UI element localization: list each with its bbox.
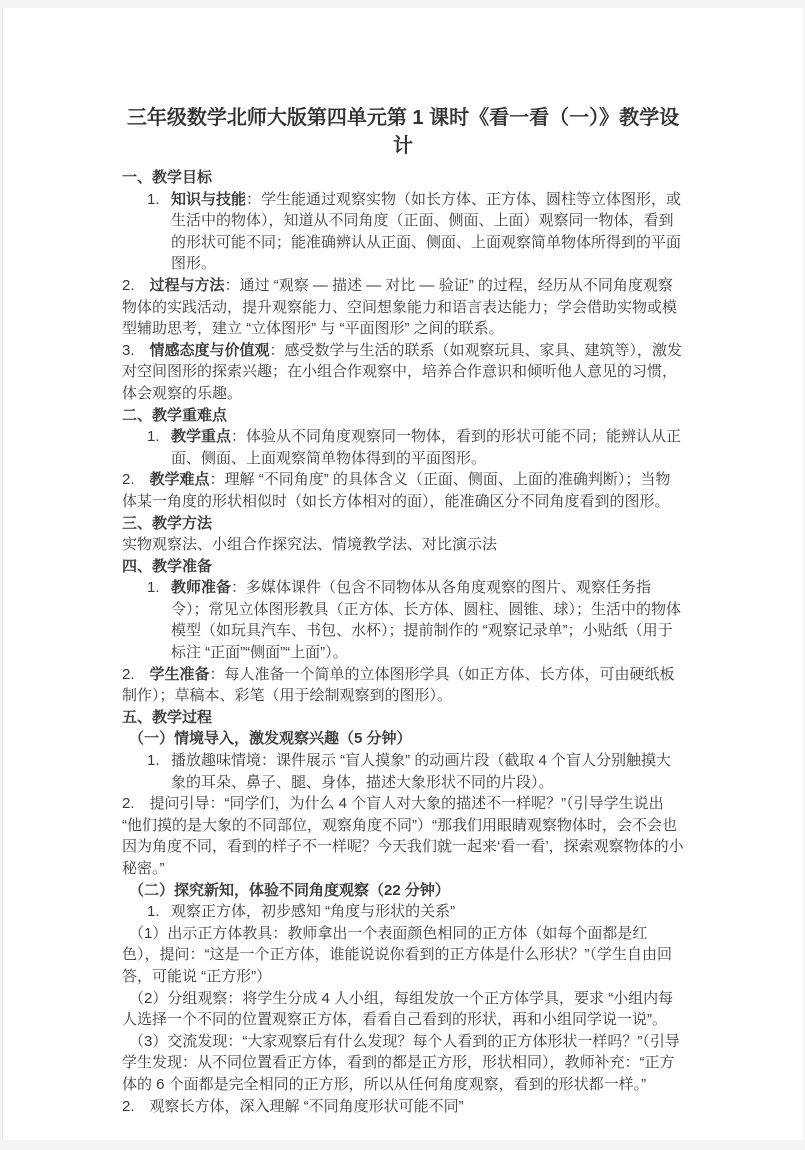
text: ：多媒体课件（包含不同物体从各角度观察的图片、观察任务指令）；常见立体图形教具（正方体、长方体、圆柱、圆锥、球）；生活中的物体模型（如玩具汽车、书包、水杯）；提前制作的 “观察记录单”；小贴纸（用于标注 “正面”“侧面”“上面”）。: [171, 579, 682, 662]
document-page: [2, 8, 803, 1140]
list-item: [122, 901, 684, 923]
paragraph: [122, 534, 684, 556]
sub-section-heading: [122, 728, 684, 750]
section-heading: [122, 556, 684, 578]
text: 2.: [122, 471, 150, 489]
list-item: [122, 426, 684, 469]
list-marker: 1.: [147, 903, 160, 921]
bold-text: 过程与方法: [149, 276, 225, 294]
list-item: [122, 189, 684, 275]
bold-text: 一、教学目标: [122, 169, 213, 186]
section-heading: [122, 167, 684, 189]
sub-section-heading: [122, 880, 684, 902]
paragraph: [122, 793, 684, 879]
paragraph: [122, 988, 684, 1031]
section-heading: [122, 405, 684, 427]
bold-text: 教学难点: [149, 471, 210, 489]
text: 3.: [122, 341, 150, 359]
paragraph: [122, 1031, 684, 1096]
bold-text: 四、教学准备: [122, 557, 213, 575]
list-marker: 1.: [147, 752, 160, 770]
bold-text: 三、教学方法: [122, 514, 213, 532]
bold-text: 教师准备: [171, 579, 232, 597]
paragraph: [122, 1096, 684, 1118]
bold-text: 五、教学过程: [122, 708, 213, 726]
paragraph: [122, 340, 684, 405]
section-heading: [122, 707, 684, 729]
text: （2）分组观察：将学生分成 4 人小组，每组发放一个正方体学具，要求 “小组内每人选择一个不同的位置观察正方体，看看自己看到的形状，再和小组同学说一说”。: [122, 989, 674, 1029]
text: ：感受数学与生活的联系（如观察玩具、家具、建筑等），激发对空间图形的探索兴趣；在小组合作观察中，培养合作意识和倾听他人意见的习惯，体会观察的乐趣。: [122, 341, 683, 402]
text: 2. 观察长方体，深入理解 “不同角度形状可能不同”: [122, 1097, 464, 1115]
text: ：通过 “观察 — 描述 — 对比 — 验证” 的过程，经历从不同角度观察物体的实践活动，提升观察能力、空间想象能力和语言表达能力；学会借助实物或模型辅助思考，建立 “立体图形” 与 “平面图形” 之间的联系。: [122, 276, 678, 338]
document-content: [3, 8, 803, 1117]
paragraph: [122, 275, 684, 340]
bold-text: 教学重点: [171, 428, 232, 446]
text: ：每人准备一个简单的立体图形学具（如正方体、长方体，可由硬纸板制作）；草稿本、彩笔（用于绘制观察到的图形）。: [122, 665, 675, 705]
text: （3）交流发现：“大家观察后有什么发现？每个人看到的正方体形状一样吗？”（引导学生发现：从不同位置看正方体，看到的都是正方形，形状相同），教师补充：“正方体的 6 个面都是完全相同的正方形，所以从任何角度观察，看到的形状都一样。”: [122, 1032, 680, 1093]
document-title: 三年级数学北师大版第四单元第 1 课时《看一看（一）》教学设计: [126, 107, 680, 157]
list-marker: 1.: [147, 428, 160, 446]
text: ：学生能通过观察实物（如长方体、正方体、圆柱等立体图形，或生活中的物体），知道从不同角度（正面、侧面、上面）观察同一物体，看到的形状可能不同；能准确辨认从正面、侧面、上面观察简单物体所得到的平面图形。: [171, 190, 682, 273]
text: ：体验从不同角度观察同一物体，看到的形状可能不同；能辨认从正面、侧面、上面观察简单物体得到的平面图形。: [171, 428, 682, 467]
paragraph: [122, 469, 684, 512]
bold-text: （一）情境导入，激发观察兴趣（5 分钟）: [129, 730, 412, 748]
bold-text: 学生准备: [149, 665, 210, 683]
document-body: [122, 167, 684, 1117]
text: 2. 提问引导：“同学们，为什么 4 个盲人对大象的描述不一样呢？”（引导学生说出 “他们摸的是大象的不同部位，观察角度不同”）“那我们用眼睛观察物体时，会不会也因为角度不同，看到的样子不一样呢？今天我们就一起来‘看一看’，探索观察物体的小秘密。”: [122, 795, 684, 877]
paragraph: [122, 923, 684, 988]
text: 2.: [122, 665, 150, 683]
list-marker: 1.: [147, 579, 160, 597]
text: 观察正方体，初步感知 “角度与形状的关系”: [171, 903, 456, 921]
bold-text: （二）探究新知，体验不同角度观察（22 分钟）: [129, 881, 450, 899]
list-item: [122, 750, 684, 793]
text: 实物观察法、小组合作探究法、情境教学法、对比演示法: [122, 536, 498, 554]
bold-text: 二、教学重难点: [122, 406, 228, 424]
text: （1）出示正方体教具：教师拿出一个表面颜色相同的正方体（如每个面都是红色），提问：“这是一个正方体，谁能说说你看到的正方体是什么形状？”（学生自由回答，可能说 “正方形”）: [122, 924, 672, 985]
text: ：理解 “不同角度” 的具体含义（正面、侧面、上面的准确判断）；当物体某一角度的形状相似时（如长方体相对的面），能准确区分不同角度看到的图形。: [122, 471, 671, 510]
text: 播放趣味情境：课件展示 “盲人摸象” 的动画片段（截取 4 个盲人分别触摸大象的耳朵、鼻子、腿、身体，描述大象形状不同的片段）。: [171, 752, 672, 791]
paragraph: [122, 664, 684, 707]
list-item: [122, 577, 684, 663]
bold-text: 知识与技能: [171, 190, 247, 208]
list-marker: 1.: [147, 190, 160, 208]
text: 2.: [122, 276, 150, 294]
bold-text: 情感态度与价值观: [149, 341, 270, 359]
section-heading: [122, 513, 684, 535]
